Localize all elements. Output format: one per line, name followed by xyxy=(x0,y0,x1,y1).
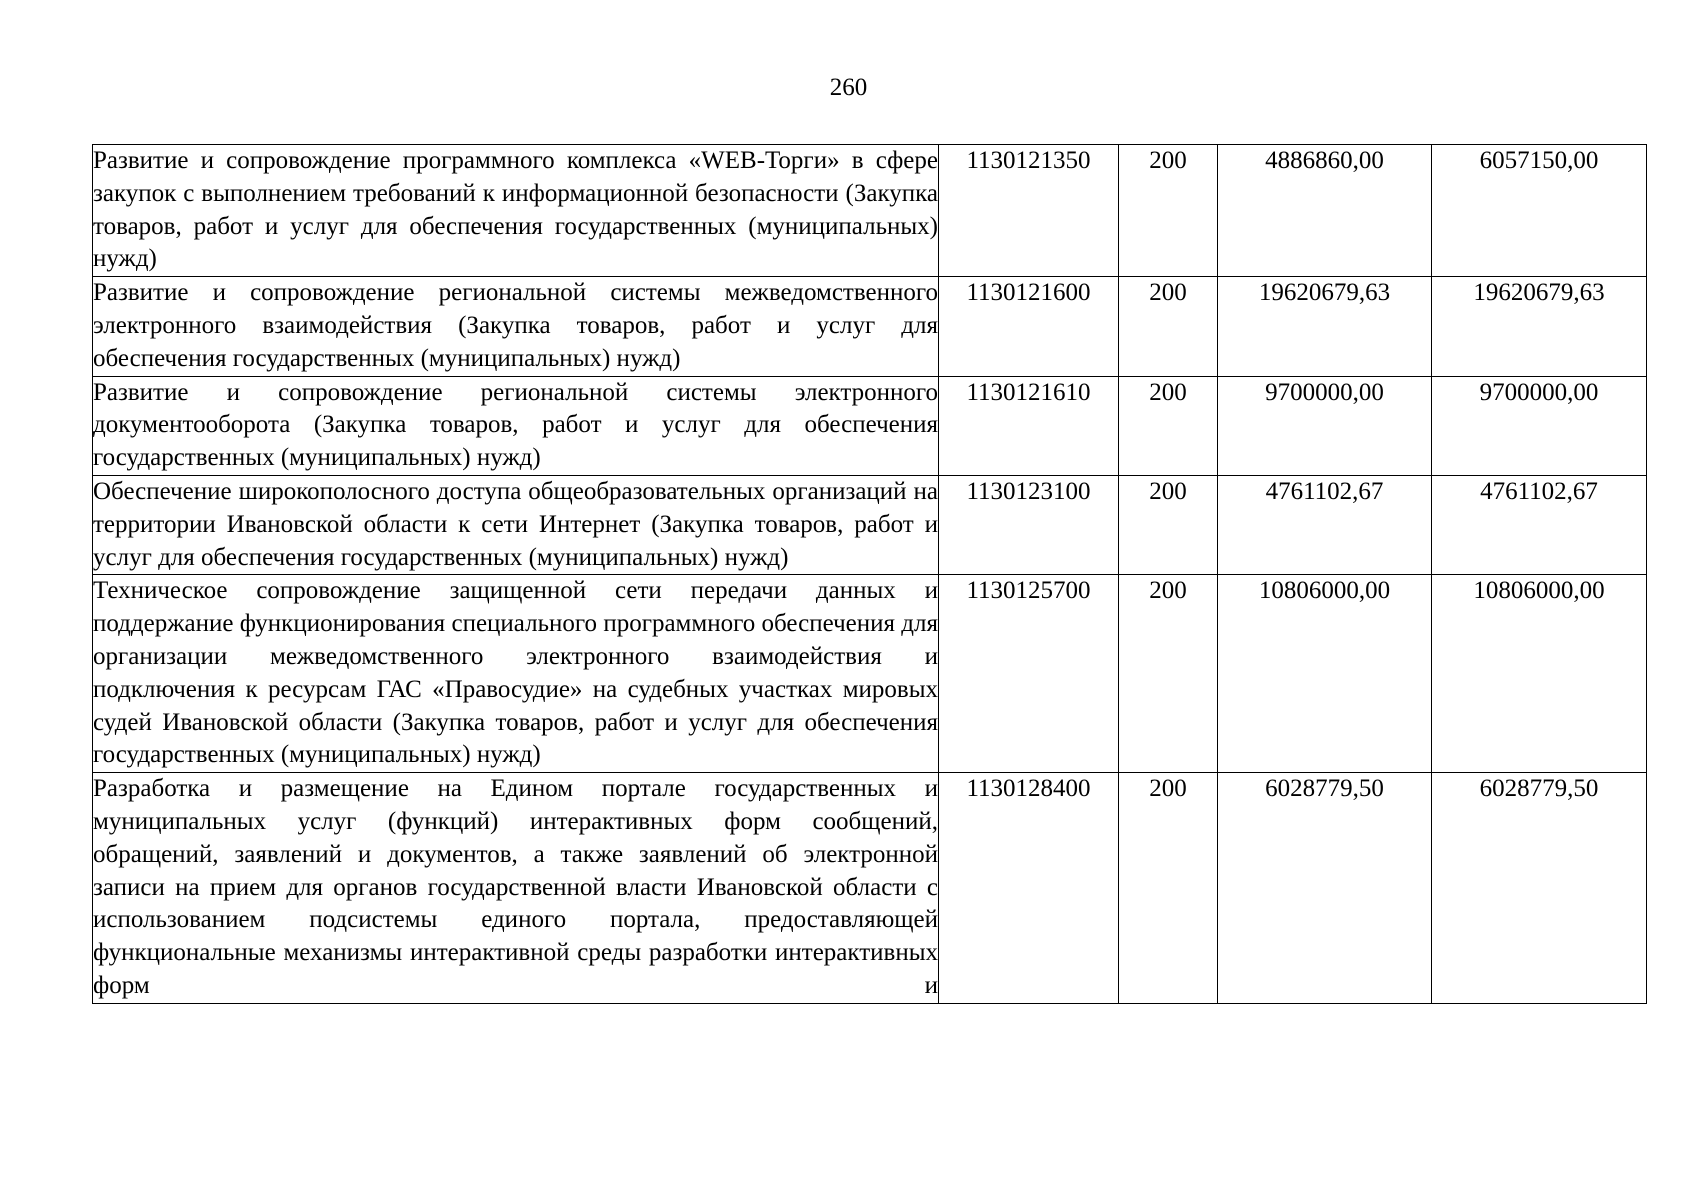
budget-table xyxy=(92,144,1647,1004)
amount-first-year: 4761102,67 xyxy=(1218,475,1432,574)
table-row xyxy=(93,475,1647,574)
table-row xyxy=(93,277,1647,376)
amount-second-year: 6057150,00 xyxy=(1432,145,1647,277)
page-number: 260 xyxy=(829,74,868,101)
table-row xyxy=(93,773,1647,1004)
row-description: Обеспечение широкополосного доступа общеобразовательных организаций на территории Ивановской области к сети Интернет (Закупка товаров, работ и услуг для обеспечения государственных (муниципальных) нужд) xyxy=(93,475,939,574)
row-description: Разработка и размещение на Едином портале государственных и муниципальных услуг (функций) интерактивных форм сообщений, обращений, заявлений и документов, а также заявлений об электронной записи на прием для органов государственной власти Ивановской области с использованием подсистемы единого портала, предоставляющей функциональные механизмы интерактивной среды разработки интерактивных форм и xyxy=(93,773,939,1004)
expense-type-code: 200 xyxy=(1119,376,1218,475)
target-article-code: 1130121350 xyxy=(939,145,1119,277)
row-description: Развитие и сопровождение программного комплекса «WEB-Торги» в сфере закупок с выполнением требований к информационной безопасности (Закупка товаров, работ и услуг для обеспечения государственных (муниципальных) нужд) xyxy=(93,145,939,277)
target-article-code: 1130123100 xyxy=(939,475,1119,574)
expense-type-code: 200 xyxy=(1119,575,1218,773)
amount-first-year: 9700000,00 xyxy=(1218,376,1432,475)
table-row xyxy=(93,575,1647,773)
table-row xyxy=(93,376,1647,475)
amount-second-year: 19620679,63 xyxy=(1432,277,1647,376)
target-article-code: 1130121610 xyxy=(939,376,1119,475)
expense-type-code: 200 xyxy=(1119,773,1218,1004)
amount-first-year: 6028779,50 xyxy=(1218,773,1432,1004)
amount-first-year: 10806000,00 xyxy=(1218,575,1432,773)
row-description: Техническое сопровождение защищенной сети передачи данных и поддержание функционирования специального программного обеспечения для организации межведомственного электронного взаимодействия и подключения к ресурсам ГАС «Правосудие» на судебных участках мировых судей Ивановской области (Закупка товаров, работ и услуг для обеспечения государственных (муниципальных) нужд) xyxy=(93,575,939,773)
target-article-code: 1130125700 xyxy=(939,575,1119,773)
amount-second-year: 4761102,67 xyxy=(1432,475,1647,574)
amount-first-year: 4886860,00 xyxy=(1218,145,1432,277)
expense-type-code: 200 xyxy=(1119,475,1218,574)
amount-second-year: 10806000,00 xyxy=(1432,575,1647,773)
amount-second-year: 9700000,00 xyxy=(1432,376,1647,475)
target-article-code: 1130121600 xyxy=(939,277,1119,376)
row-description: Развитие и сопровождение региональной системы межведомственного электронного взаимодействия (Закупка товаров, работ и услуг для обеспечения государственных (муниципальных) нужд) xyxy=(93,277,939,376)
expense-type-code: 200 xyxy=(1119,145,1218,277)
row-description: Развитие и сопровождение региональной системы электронного документооборота (Закупка товаров, работ и услуг для обеспечения государственных (муниципальных) нужд) xyxy=(93,376,939,475)
table-row xyxy=(93,145,1647,277)
amount-second-year: 6028779,50 xyxy=(1432,773,1647,1004)
amount-first-year: 19620679,63 xyxy=(1218,277,1432,376)
target-article-code: 1130128400 xyxy=(939,773,1119,1004)
expense-type-code: 200 xyxy=(1119,277,1218,376)
